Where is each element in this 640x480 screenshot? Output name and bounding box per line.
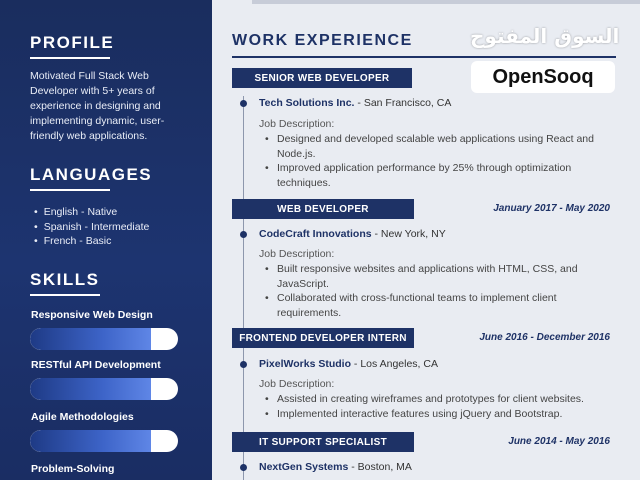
job-bullets <box>265 392 615 421</box>
languages-heading: LANGUAGES <box>30 165 153 184</box>
timeline-dot <box>240 464 247 471</box>
company-line <box>259 461 412 473</box>
job-description-label: Job Description: <box>259 118 335 130</box>
job-title-bar: IT SUPPORT SPECIALIST <box>232 432 414 452</box>
profile-heading: PROFILE <box>30 33 115 52</box>
skill-label: Agile Methodologies <box>31 411 134 423</box>
company-line <box>259 97 451 109</box>
work-experience-divider <box>232 56 616 58</box>
job-bullet: • Improved application performance by 25% through optimization techniques. <box>265 161 615 190</box>
company-line <box>259 358 438 370</box>
languages-list <box>34 205 149 249</box>
company-line <box>259 228 446 240</box>
profile-divider <box>30 57 110 59</box>
opensooq-arabic-watermark: السوق المفتوح <box>470 24 620 48</box>
skill-bar-fill <box>30 430 151 452</box>
company-name: CodeCraft Innovations <box>259 228 372 240</box>
timeline-dot <box>240 231 247 238</box>
job-bullets <box>265 262 615 320</box>
language-item: • English - Native <box>34 205 149 220</box>
top-strip <box>252 0 640 4</box>
company-name: Tech Solutions Inc. <box>259 97 355 109</box>
company-location: - Boston, MA <box>348 461 412 473</box>
skill-label: Problem-Solving <box>31 463 115 475</box>
job-title-bar: SENIOR WEB DEVELOPER <box>232 68 412 88</box>
company-name: NextGen Systems <box>259 461 349 473</box>
job-dates: June 2016 - December 2016 <box>479 332 610 343</box>
profile-text: Motivated Full Stack Web Developer with 5+ years of experience in designing and implementing dynamic, user-friendly web applications. <box>30 70 165 142</box>
timeline-dot <box>240 100 247 107</box>
languages-divider <box>30 189 110 191</box>
timeline-dot <box>240 361 247 368</box>
skill-bar-fill <box>30 328 151 350</box>
opensooq-logo: OpenSooq <box>471 61 615 93</box>
job-bullets <box>265 132 615 190</box>
work-experience-heading: WORK EXPERIENCE <box>232 32 413 49</box>
skill-label: Responsive Web Design <box>31 309 153 321</box>
skill-bar-fill <box>30 378 151 400</box>
job-title-bar: WEB DEVELOPER <box>232 199 414 219</box>
timeline-line <box>243 96 244 480</box>
skill-label: RESTful API Development <box>31 359 161 371</box>
company-location: - San Francisco, CA <box>354 97 452 109</box>
skill-bar <box>30 430 178 452</box>
job-bullet: • Built responsive websites and applications with HTML, CSS, and JavaScript. <box>265 262 615 291</box>
job-bullet: • Designed and developed scalable web applications using React and Node.js. <box>265 132 615 161</box>
language-item: • Spanish - Intermediate <box>34 220 149 235</box>
job-dates: January 2017 - May 2020 <box>493 203 610 214</box>
skill-bar <box>30 378 178 400</box>
job-description-label: Job Description: <box>259 378 335 390</box>
company-name: PixelWorks Studio <box>259 358 351 370</box>
job-bullet: • Implemented interactive features using jQuery and Bootstrap. <box>265 407 615 422</box>
skills-heading: SKILLS <box>30 270 100 289</box>
job-description-label: Job Description: <box>259 248 335 260</box>
job-title-bar: FRONTEND DEVELOPER INTERN <box>232 328 414 348</box>
job-dates: June 2014 - May 2016 <box>508 436 610 447</box>
skills-divider <box>30 294 100 296</box>
sidebar <box>0 0 212 480</box>
company-location: - Los Angeles, CA <box>351 358 438 370</box>
skill-bar <box>30 328 178 350</box>
company-location: - New York, NY <box>371 228 446 240</box>
language-item: • French - Basic <box>34 234 149 249</box>
job-bullet: • Assisted in creating wireframes and prototypes for client websites. <box>265 392 615 407</box>
job-bullet: • Collaborated with cross-functional teams to implement client requirements. <box>265 291 615 320</box>
